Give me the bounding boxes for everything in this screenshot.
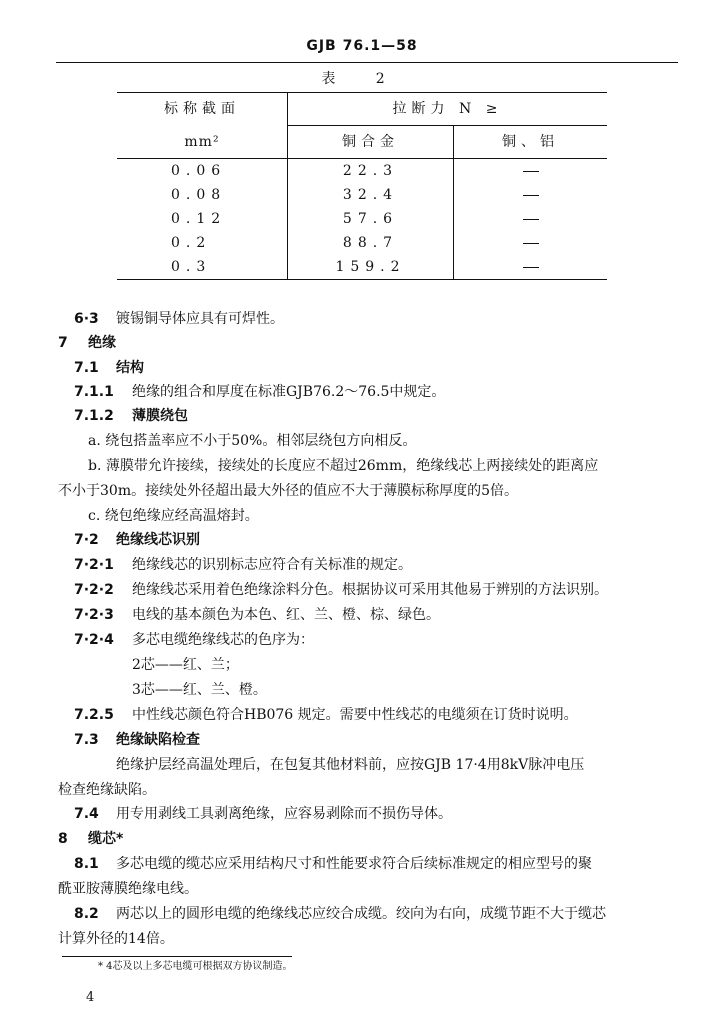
clause-number: 7·2·1 bbox=[74, 557, 114, 573]
dash-mark bbox=[523, 243, 539, 244]
clause-7-2-1 bbox=[74, 555, 714, 575]
item-a: a. 绕包搭盖率应不小于50%。相邻层绕包方向相反。 bbox=[88, 433, 417, 449]
section-title: 薄膜绕包 bbox=[132, 408, 188, 424]
clause-number: 7·2·4 bbox=[74, 632, 114, 648]
cell-copper-alloy: 159.2 bbox=[288, 255, 454, 280]
section-7-3-heading bbox=[74, 730, 714, 750]
cell-area: 0.08 bbox=[171, 187, 227, 203]
cell-copper-aluminum bbox=[454, 207, 608, 231]
section-7-heading bbox=[58, 333, 698, 353]
clause-7-2-4 bbox=[74, 630, 714, 650]
cell-copper-alloy: 22.3 bbox=[288, 159, 454, 184]
cell-copper-aluminum bbox=[454, 159, 608, 184]
clause-6-3 bbox=[74, 309, 714, 329]
col-copper-alloy-header: 铜合金 bbox=[288, 126, 454, 159]
col-area-header: 标称截面 bbox=[117, 93, 288, 126]
clause-number: 7·2·2 bbox=[74, 582, 114, 598]
section-7-1-2-heading bbox=[74, 406, 714, 426]
clause-7-1-1 bbox=[74, 382, 714, 402]
cell-area: 0.12 bbox=[171, 211, 227, 227]
section-7-1-heading bbox=[74, 358, 714, 378]
item-b-line-1: b. 薄膜带允许接续，接续处的长度应不超过26mm，绝缘线芯上两接续处的距离应 bbox=[88, 458, 599, 474]
clause-7-2-2 bbox=[74, 580, 714, 600]
dash-mark bbox=[523, 267, 539, 268]
cell-area: 0.06 bbox=[171, 163, 227, 179]
clause-text: 多芯电缆绝缘线芯的色序为： bbox=[132, 632, 314, 648]
clause-7-3-line-2: 检查绝缘缺陷。 bbox=[58, 782, 156, 798]
clause-number: 8.1 bbox=[74, 856, 99, 872]
table-row bbox=[117, 255, 607, 280]
cell-area: 0.2 bbox=[171, 235, 212, 251]
col-area-unit: mm² bbox=[117, 126, 288, 159]
col-copper-aluminum-header: 铜、铝 bbox=[454, 126, 608, 159]
page-number: 4 bbox=[86, 990, 95, 1005]
clause-text: 电线的基本颜色为本色、红、兰、橙、棕、绿色。 bbox=[132, 607, 440, 623]
table-subheader-row bbox=[117, 126, 607, 159]
color-sequence-3-core: 3芯——红、兰、橙。 bbox=[132, 682, 267, 698]
cell-copper-aluminum bbox=[454, 255, 608, 280]
cell-copper-aluminum bbox=[454, 231, 608, 255]
clause-number: 7.1.1 bbox=[74, 384, 114, 400]
clause-8-2-line-2: 计算外径的14倍。 bbox=[58, 931, 174, 947]
color-sequence-2-core: 2芯——红、兰； bbox=[132, 657, 239, 673]
tensile-force-table bbox=[117, 92, 607, 280]
cell-copper-aluminum bbox=[454, 183, 608, 207]
section-title: 绝缘 bbox=[88, 335, 116, 351]
clause-text: 绝缘线芯的识别标志应符合有关标准的规定。 bbox=[132, 557, 412, 573]
section-title: 结构 bbox=[116, 360, 144, 376]
clause-7-3-line-1: 绝缘护层经高温处理后，在包复其他材料前，应按GJB 17·4用8kV脉冲电压 bbox=[116, 757, 585, 773]
section-title: 缆芯* bbox=[88, 831, 124, 847]
dash-mark bbox=[523, 219, 539, 220]
table-row bbox=[117, 207, 607, 231]
clause-text: 用专用剥线工具剥离绝缘，应容易剥除而不损伤导体。 bbox=[116, 806, 452, 822]
clause-text: 镀锡铜导体应具有可焊性。 bbox=[116, 311, 284, 327]
section-number: 7.1.2 bbox=[74, 408, 114, 424]
clause-text: 两芯以上的圆形电缆的绝缘线芯应绞合成缆。绞向为右向，成缆节距不大于缆芯 bbox=[116, 906, 606, 922]
header-rule bbox=[56, 62, 678, 63]
section-title: 绝缘线芯识别 bbox=[116, 532, 200, 548]
clause-7-2-5 bbox=[74, 705, 714, 725]
clause-8-1-line-1 bbox=[74, 854, 714, 874]
table-header-row bbox=[117, 93, 607, 126]
clause-number: 7.2.5 bbox=[74, 707, 114, 723]
cell-copper-alloy: 88.7 bbox=[288, 231, 454, 255]
footnote-rule bbox=[62, 956, 292, 957]
clause-number: 7.4 bbox=[74, 806, 99, 822]
clause-number: 7·2·3 bbox=[74, 607, 114, 623]
section-title: 绝缘缺陷检查 bbox=[116, 732, 200, 748]
section-number: 7.1 bbox=[74, 360, 99, 376]
col-group-header: 拉断力 N ≥ bbox=[288, 93, 608, 126]
cell-copper-alloy: 57.6 bbox=[288, 207, 454, 231]
clause-7-4 bbox=[74, 804, 714, 824]
clause-text: 绝缘线芯采用着色绝缘涂料分色。根据协议可采用其他易于辨别的方法识别。 bbox=[132, 582, 608, 598]
table-caption: 表 2 bbox=[321, 71, 403, 87]
table-row bbox=[117, 183, 607, 207]
section-number: 7 bbox=[58, 335, 68, 351]
clause-7-2-3 bbox=[74, 605, 714, 625]
table-row bbox=[117, 159, 607, 184]
item-b-line-2: 不小于30m。接续处外径超出最大外径的值应不大于薄膜标称厚度的5倍。 bbox=[58, 483, 518, 499]
section-8-heading bbox=[58, 829, 698, 849]
cell-copper-alloy: 32.4 bbox=[288, 183, 454, 207]
section-number: 7·2 bbox=[74, 532, 99, 548]
section-number: 7.3 bbox=[74, 732, 99, 748]
clause-text: 中性线芯颜色符合HB076 规定。需要中性线芯的电缆须在订货时说明。 bbox=[132, 707, 578, 723]
dash-mark bbox=[523, 195, 539, 196]
section-7-2-heading bbox=[74, 530, 714, 550]
cell-area: 0.3 bbox=[117, 255, 288, 280]
dash-mark bbox=[523, 171, 539, 172]
clause-number: 6·3 bbox=[74, 311, 99, 327]
document-code: GJB 76.1—58 bbox=[306, 38, 418, 54]
clause-text: 多芯电缆的缆芯应采用结构尺寸和性能要求符合后续标准规定的相应型号的聚 bbox=[116, 856, 592, 872]
clause-text: 绝缘的组合和厚度在标准GJB76.2～76.5中规定。 bbox=[132, 384, 446, 400]
clause-8-1-line-2: 酰亚胺薄膜绝缘电线。 bbox=[58, 881, 198, 897]
footnote: * 4芯及以上多芯电缆可根据双方协议制造。 bbox=[98, 961, 293, 972]
clause-8-2-line-1 bbox=[74, 904, 714, 924]
item-c: c. 绕包绝缘应经高温熔封。 bbox=[88, 508, 259, 524]
clause-number: 8.2 bbox=[74, 906, 99, 922]
table-row bbox=[117, 231, 607, 255]
section-number: 8 bbox=[58, 831, 68, 847]
